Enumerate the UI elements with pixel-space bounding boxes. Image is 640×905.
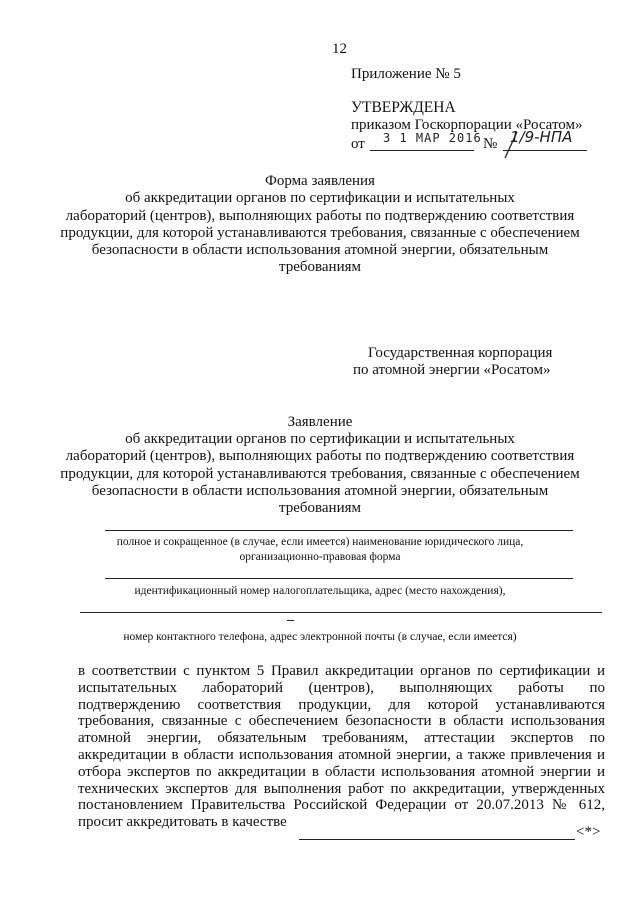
statement-title-line-4: продукции, для которой устанавливаются требования, связанные с обеспечением <box>60 466 580 482</box>
signature-stroke <box>495 130 525 160</box>
body-line-10: просит аккредитовать в качестве <box>78 814 287 831</box>
org-name-caption-line-2: организационно-правовая форма <box>239 551 401 563</box>
body-line-6: аккредитации в области использования атомной энергии, а также привлечения и <box>78 746 605 763</box>
page-number: 12 <box>332 41 347 57</box>
statement-title-line-1: Заявление <box>287 414 353 430</box>
body-line-4: требования, связанные с обеспечением безопасности в области использования <box>78 713 605 730</box>
date-prefix: от <box>351 136 365 152</box>
footnote-marker: <*> <box>576 824 601 840</box>
inn-line <box>105 578 573 579</box>
body-line-3: подтверждению соответствия продукции, для которой устанавливаются <box>78 696 605 713</box>
statement-title-line-3: лабораторий (центров), выполняющих работы по подтверждению соответствия <box>65 448 575 464</box>
order-number-handwritten: 1/9-НПА <box>510 128 573 146</box>
contacts-caption: номер контактного телефона, адрес электронной почты (в случае, если имеется) <box>123 631 517 643</box>
date-underline <box>370 150 474 151</box>
appendix-label: Приложение № 5 <box>351 66 461 82</box>
accreditation-as-line <box>299 839 575 840</box>
contacts-line <box>80 612 602 613</box>
number-prefix: № <box>483 136 498 152</box>
body-line-7: отбора экспертов по аккредитации в области использования атомной энергии и <box>78 763 605 780</box>
body-line-5: атомной энергии, обязательным требованиям, аттестации экспертов по <box>78 730 605 747</box>
form-title-line-3: лабораторий (центров), выполняющих работы по подтверждению соответствия <box>65 208 575 224</box>
form-title-line-2: об аккредитации органов по сертификации и испытательных <box>125 190 515 206</box>
statement-title-line-6: требованиям <box>278 500 362 516</box>
addressee-line-1: Государственная корпорация <box>368 345 553 361</box>
form-title-line-6: требованиям <box>278 259 362 275</box>
date-stamp: 3 1 МАР 2016 <box>383 131 482 145</box>
org-name-line <box>105 530 573 531</box>
approved-by-order: приказом Госкорпорации «Росатом» <box>351 117 583 133</box>
approved-heading: УТВЕРЖДЕНА <box>351 99 456 116</box>
form-title-line-4: продукции, для которой устанавливаются требования, связанные с обеспечением <box>60 225 580 241</box>
body-line-8: технических экспертов для выполнения работ по аккредитации, утвержденных <box>78 780 605 797</box>
contacts-tick <box>287 620 294 621</box>
body-line-9: постановлением Правительства Российской Федерации от 20.07.2013 № 612, <box>78 797 605 814</box>
statement-title-line-5: безопасности в области использования атомной энергии, обязательным <box>91 483 549 499</box>
body-paragraph <box>78 663 605 831</box>
body-line-2: испытательных лабораторий (центров), выполняющих работы по <box>78 679 605 696</box>
form-title-line-5: безопасности в области использования атомной энергии, обязательным <box>91 242 549 258</box>
form-title-line-1: Форма заявления <box>265 173 375 189</box>
inn-caption: идентификационный номер налогоплательщика, адрес (место нахождения), <box>134 585 506 597</box>
body-line-1: в соответствии с пунктом 5 Правил аккредитации органов по сертификации и <box>78 663 605 679</box>
org-name-caption-line-1: полное и сокращенное (в случае, если имеется) наименование юридического лица, <box>116 536 524 548</box>
addressee-line-2: по атомной энергии «Росатом» <box>353 362 551 378</box>
statement-title-line-2: об аккредитации органов по сертификации и испытательных <box>125 431 515 447</box>
